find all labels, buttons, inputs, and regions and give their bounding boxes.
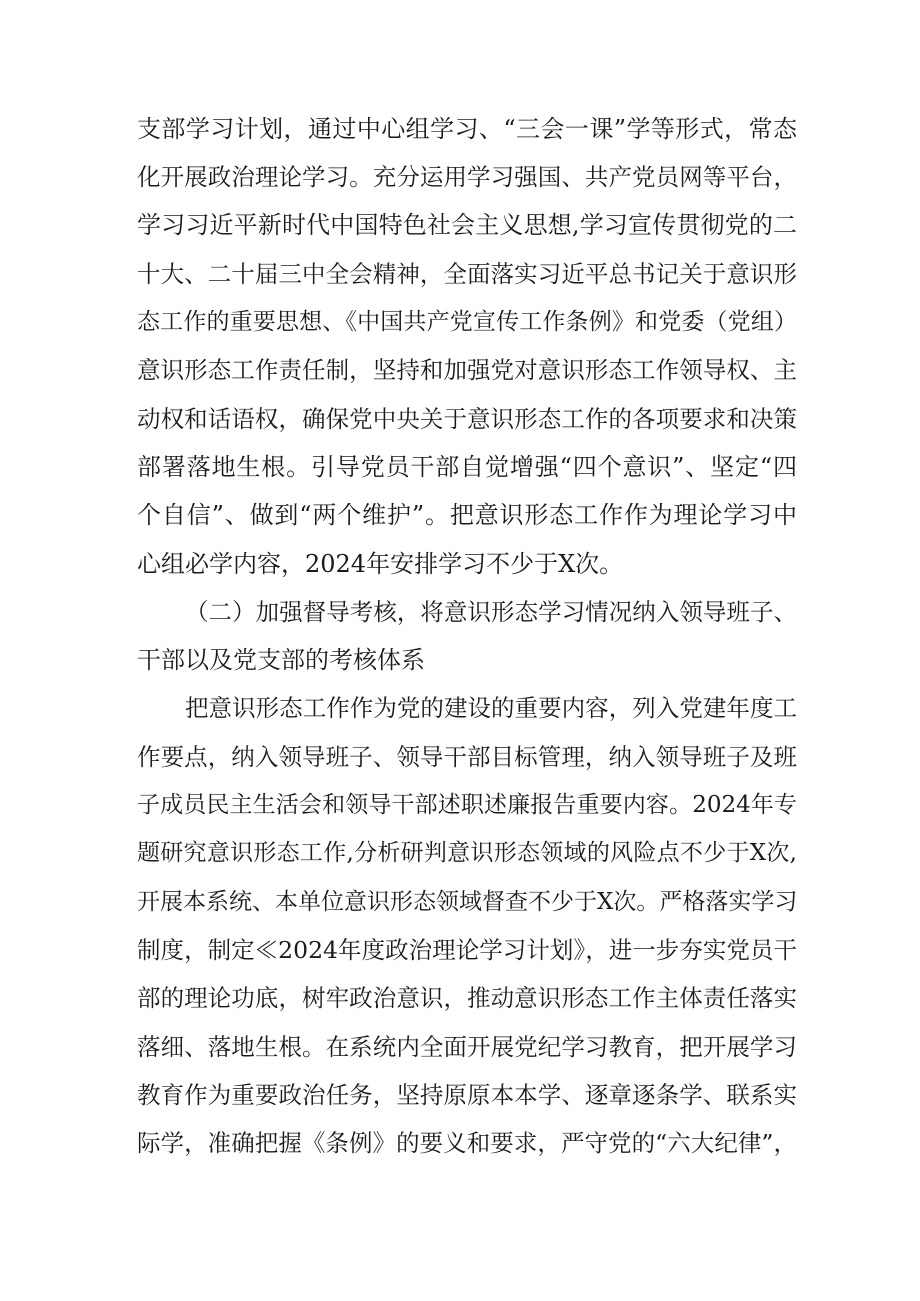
- paragraph-line: 化开展政治理论学习。充分运用学习强国、共产党员网等平台，: [137, 163, 797, 191]
- paragraph-line: 十大、二十届三中全会精神，全面落实习近平总书记关于意识形: [137, 260, 797, 288]
- paragraph-line: 制度，制定≪2024年度政治理论学习计划》，进一步夯实党员干: [137, 936, 797, 964]
- paragraph-line: 心组必学内容，2024年安排学习不少于X次。: [137, 550, 624, 578]
- paragraph-line: 落细、落地生根。在系统内全面开展党纪学习教育，把开展学习: [137, 1033, 797, 1061]
- section-heading: 干部以及党支部的考核体系: [137, 646, 425, 674]
- paragraph-line: 把意识形态工作作为党的建设的重要内容，列入党建年度工: [185, 694, 797, 722]
- paragraph-line: 教育作为重要政治任务，坚持原原本本学、逐章逐条学、联系实: [137, 1081, 797, 1109]
- section-heading: （二）加强督导考核，将意识形态学习情况纳入领导班子、: [185, 598, 797, 626]
- paragraph-line: 题研究意识形态工作,分析研判意识形态领域的风险点不少于X次,: [137, 840, 797, 866]
- paragraph-line: 子成员民主生活会和领导干部述职述廉报告重要内容。2024年专: [137, 792, 797, 818]
- paragraph-line: 动权和话语权，确保党中央关于意识形态工作的各项要求和决策: [137, 405, 797, 433]
- paragraph-line: 际学，准确把握《条例》的要义和要求，严守党的“六大纪律”，: [137, 1129, 797, 1157]
- paragraph-line: 部的理论功底，树牢政治意识，推动意识形态工作主体责任落实: [137, 984, 797, 1012]
- paragraph-line: 开展本系统、本单位意识形态领域督查不少于X次。严格落实学习: [137, 889, 798, 915]
- paragraph-line: 态工作的重要思想、《中国共产党宣传工作条例》和党委（党组）: [137, 309, 797, 335]
- paragraph-line: 支部学习计划，通过中心组学习、“三会一课”学等形式，常态: [137, 115, 797, 143]
- paragraph-line: 作要点，纳入领导班子、领导干部目标管理，纳入领导班子及班: [137, 743, 797, 771]
- paragraph-line: 意识形态工作责任制，坚持和加强党对意识形态工作领导权、主: [137, 356, 797, 384]
- paragraph-line: 部署落地生根。引导党员干部自觉增强“四个意识”、坚定“四: [137, 453, 797, 481]
- paragraph-line: 学习习近平新时代中国特色社会主义思想,学习宣传贯彻党的二: [137, 211, 797, 239]
- paragraph-line: 个自信”、做到“两个维护”。把意识形态工作作为理论学习中: [137, 501, 797, 529]
